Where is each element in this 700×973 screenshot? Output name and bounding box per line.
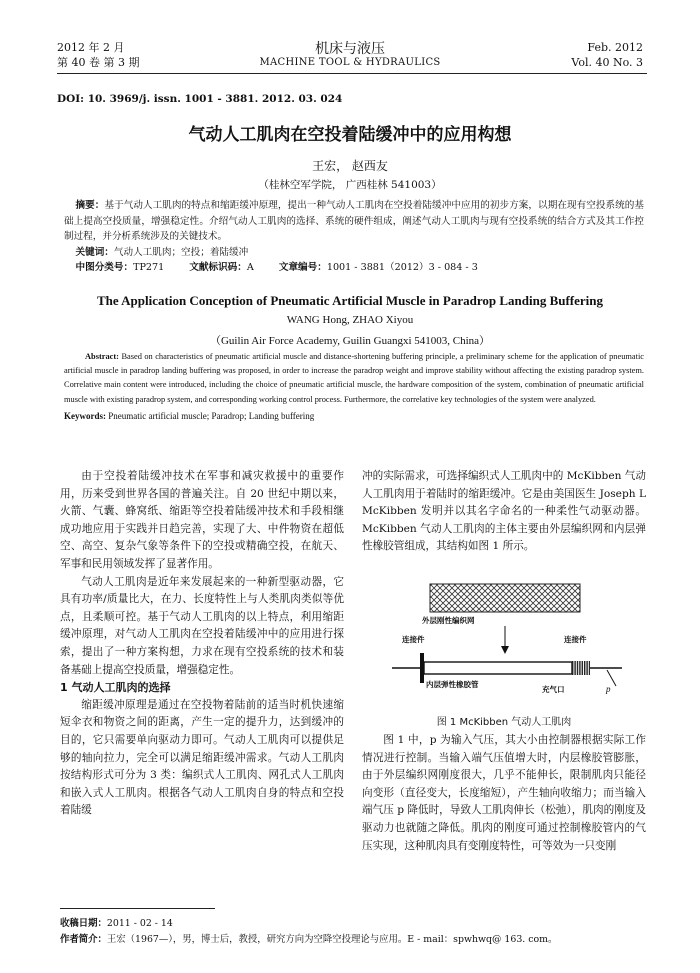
title-en: The Application Conception of Pneumatic Artificial Muscle in Paradrop Landing Buffering <box>96 293 604 308</box>
author-bio <box>60 931 557 945</box>
doi: DOI: 10. 3969/j. issn. 1001 - 3881. 2012. 03. 024 <box>57 93 343 105</box>
clc-label: 中图分类号： <box>75 262 134 274</box>
keywords-en-label: Keywords: <box>64 410 106 421</box>
abstract-cn <box>64 198 644 276</box>
figure-1-caption: 图 1 McKibben 气动人工肌肉 <box>436 717 572 728</box>
title-cn: 气动人工肌肉在空投着陆缓冲中的应用构想 <box>188 125 512 145</box>
label-inner-tube: 内层弹性橡胶管 <box>426 680 479 689</box>
label-left-connector: 连接件 <box>402 635 425 644</box>
left-paragraph-2: 气动人工肌肉是近年来发展起来的一种新型驱动器，它具有功率/质量比大，在力、长度特性上与人类肌肉类似等优点，且柔顺可控。基于气动人工肌肉的以上特点，利用缩距缓冲原理，对气动人工肌肉在空投着陆缓冲中的应用进行探索，提出了一种方案构想，力求在现有空投系统的技术和装备基础上提高空投质量，增强稳定性。 <box>60 575 344 676</box>
section-heading-1: 1 气动人工肌肉的选择 <box>60 681 171 695</box>
clc-number: TP271 <box>133 262 165 274</box>
doc-code: A <box>246 262 254 274</box>
coil-connector-icon <box>572 661 590 675</box>
left-paragraph-3: 缩距缓冲原理是通过在空投物着陆前的适当时机快速缩短伞衣和物资之间的距离，产生一定的提升力，达到缓冲的目的，它只需要单向驱动力即可。气动人工肌肉可以提供足够的轴向拉力，完全可以满足缩距缓冲需求。气动人工肌肉按结构形式可分为 3 类：编织式人工肌肉、网孔式人工肌肉和嵌入式人工肌肉。根据各气动人工肌肉自身的特点和空投着陆缓 <box>60 698 344 817</box>
right-column-lower <box>362 732 646 855</box>
outer-mesh-icon <box>430 584 580 612</box>
right-paragraph-1: 冲的实际需求，可选择编织式人工肌肉中的 McKibben 气动人工肌肉用于着陆时的缩距缓冲。它是由美国医生 Joseph L McKibben 发明并以其名字命名的一种柔性气动驱动器。McKibben 气动人工肌肉的主体主要由外层编织网和内层弹性橡胶管组成，其结构如图 1 所示。 <box>362 470 646 553</box>
affiliation-en: （Guilin Air Force Academy, Guilin Guangxi 541003, China） <box>209 335 491 347</box>
received-date <box>60 915 173 929</box>
header-rule <box>57 73 647 74</box>
header-date-en: Feb. 2012 <box>587 41 643 54</box>
journal-name-en: MACHINE TOOL & HYDRAULICS <box>259 57 441 68</box>
authors-cn: 王宏， 赵西友 <box>312 159 388 173</box>
label-outer-mesh: 外层刚性编织网 <box>422 616 475 625</box>
label-inlet: 充气口 <box>542 685 565 694</box>
journal-name-cn: 机床与液压 <box>315 41 385 57</box>
keywords-en: Pneumatic artificial muscle; Paradrop; Landing buffering <box>108 410 315 421</box>
left-column <box>60 468 344 820</box>
received-label: 收稿日期： <box>60 918 107 929</box>
keywords-cn-label: 关键词： <box>75 246 114 258</box>
received-value: 2011 - 02 - 14 <box>106 918 173 929</box>
authors-en: WANG Hong, ZHAO Xiyou <box>286 314 414 326</box>
header-volume-cn: 第 40 卷 第 3 期 <box>57 56 140 69</box>
label-pressure: p <box>606 684 611 694</box>
abstract-en-label: Abstract: <box>85 352 119 361</box>
doc-code-label: 文献标识码： <box>189 262 247 274</box>
author-bio-text: 王宏（1967—），男，博士后，教授，研究方向为空降空投理论与应用。E - mail：spwhwq@ 163. com。 <box>106 934 558 945</box>
right-column <box>362 468 646 556</box>
right-paragraph-2: 图 1 中，p 为输入气压，其大小由控制器根据实际工作情况进行控制。当输入端气压值增大时，内层橡胶管膨胀，由于外层编织网刚度很大，几乎不能伸长，限制肌肉只能径向变形（直径变大，长度缩短），产生轴向收缩力；而当输入端气压 p 降低时，导致人工肌肉伸长（松弛），肌肉的刚度及驱动力也就随之降低。肌肉的刚度可通过控制橡胶管内的气压实现，这种肌肉具有变刚度特性，可等效为一只变刚 <box>362 734 646 852</box>
figure-1 <box>392 576 622 706</box>
article-number-label: 文章编号： <box>278 262 327 274</box>
inner-tube-icon <box>424 662 572 674</box>
abstract-cn-label: 摘要： <box>75 200 105 211</box>
abstract-en-text: Based on characteristics of pneumatic artificial muscle and distance-shortening buffering principle, a preliminary scheme for the application of pneumatic artificial muscle in paradrop landing buffering was proposed, in order to increase the paradrop weight and improve stability without affecting the existing paradrop system. Correlative main content were introduced, including the choice of pneumatic artificial muscle, the hardware composition of the system, combination of pneumatic artificial muscle with existing paradrop system, and corresponding working control process. Furthermore, the correlative key technologies of the system were analyzed. <box>64 352 644 404</box>
label-right-connector: 连接件 <box>564 635 587 644</box>
header-date-cn: 2012 年 2 月 <box>57 41 125 54</box>
article-number: 1001 - 3881（2012）3 - 084 - 3 <box>326 262 478 274</box>
left-paragraph-1: 由于空投着陆缓冲技术在军事和减灾救援中的重要作用，历来受到世界各国的普遍关注。自 20 世纪中期以来，火箭、气囊、蜂窝纸、缩距等空投着陆缓冲技术和手段相继成功地应用于实践并日趋完善，实现了大、中件物资在超低空、高空、复杂气象等条件下的空投或精确空投，在航天、军事和民用领域发挥了显著作用。 <box>60 470 344 570</box>
footnote-rule <box>60 908 215 909</box>
affiliation-cn: （桂林空军学院， 广西桂林 541003） <box>258 179 442 191</box>
abstract-en <box>64 350 644 423</box>
keywords-cn: 气动人工肌肉；空投；着陆缓冲 <box>113 246 249 258</box>
header-volume-en: Vol. 40 No. 3 <box>571 56 643 69</box>
author-bio-label: 作者简介： <box>60 934 107 945</box>
abstract-cn-text: 基于气动人工肌肉的特点和缩距缓冲原理，提出一种气动人工肌肉在空投着陆缓冲中应用的初步方案，以期在现有空投系统的基础上提高空投质量，增强稳定性。介绍气动人工肌肉的选择、系统的硬件组成，阐述气动人工肌肉与现有空投系统的结合方式及其工作控制过程，并分析系统涉及的关键技术。 <box>64 200 645 243</box>
